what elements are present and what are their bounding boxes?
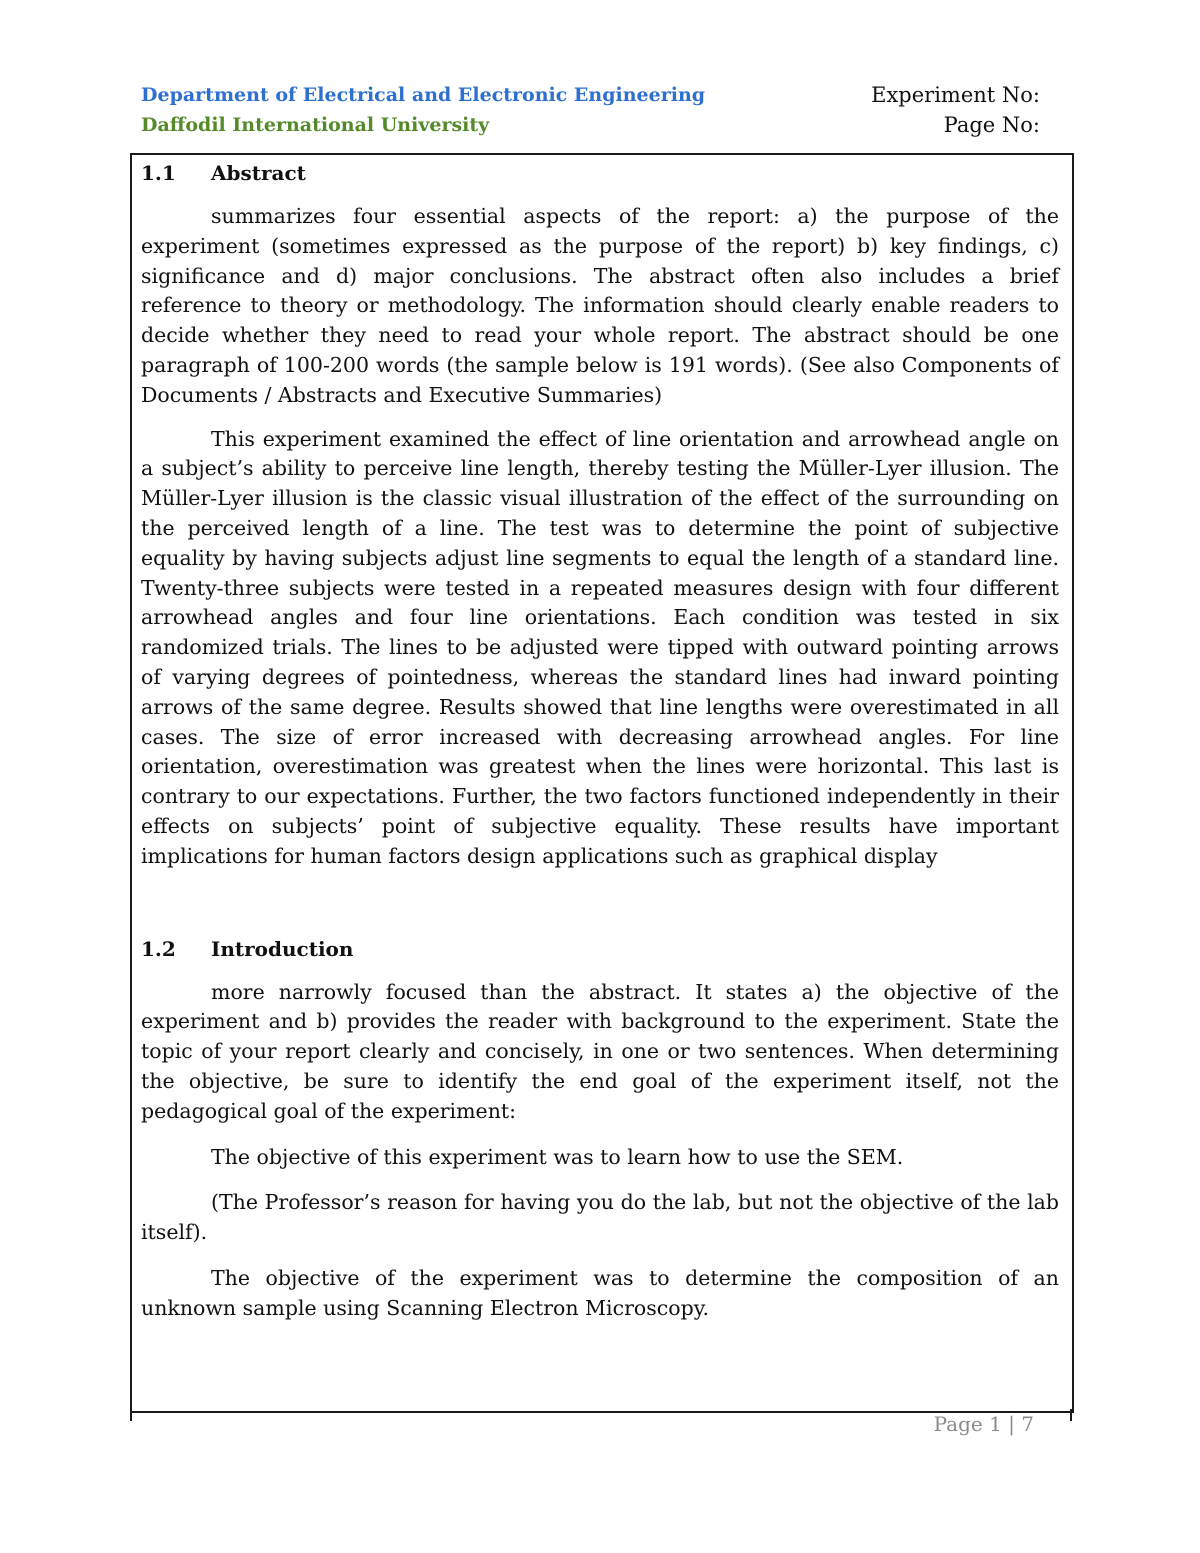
frame-tick-right — [1070, 1409, 1072, 1421]
document-header-left — [141, 80, 705, 140]
abstract-heading — [141, 158, 1059, 188]
document-body — [141, 158, 1059, 1324]
page-number: Page 1 | 7 — [933, 1412, 1034, 1436]
introduction-section-title: Introduction — [211, 936, 354, 961]
introduction-example-good: The objective of the experiment was to determine the composition of an unknown sample using Scanning Electron Microscopy. — [141, 1265, 1059, 1320]
experiment-no-label: Experiment No: — [871, 83, 1040, 107]
university-name: Daffodil International University — [141, 114, 490, 136]
introduction-heading — [141, 934, 1059, 964]
document-header-right — [871, 80, 1040, 140]
department-name: Department of Electrical and Electronic Engineering — [141, 84, 706, 106]
introduction-section-number: 1.2 — [141, 936, 176, 961]
abstract-sample-paragraph: This experiment examined the effect of line orientation and arrowhead angle on a subject’s ability to perceive line length, thereby testing the Müller-Lyer illusion. The Müller-Lyer illusion is the classic visual illustration of the effect of the surrounding on the perceived length of a line. The test was to determine the point of subjective equality by having subjects adjust line segments to equal the length of a standard line. Twenty-three subjects were tested in a repeated measures design with four different arrowhead angles and four line orientations. Each condition was tested in six randomized trials. The lines to be adjusted were tipped with outward pointing arrows of varying degrees of pointedness, whereas the standard lines had inward pointing arrows of the same degree. Results showed that line lengths were overestimated in all cases. The size of error increased with decreasing arrowhead angles. For line orientation, overestimation was greatest when the lines were horizontal. This last is contrary to our expectations. Further, the two factors functioned independently in their effects on subjects’ point of subjective equality. These results have important implications for human factors design applications such as graphical display — [141, 426, 1059, 868]
abstract-section-number: 1.1 — [141, 161, 176, 185]
introduction-example-bad: The objective of this experiment was to learn how to use the SEM. — [211, 1144, 904, 1169]
abstract-section-title: Abstract — [211, 161, 306, 185]
page-no-label: Page No: — [943, 113, 1040, 137]
introduction-paragraph: more narrowly focused than the abstract. It states a) the objective of the experiment and b) provides the reader with background to the experiment. State the topic of your report clearly and concisely, in one or two sentences. When determining the objective, be sure to identify the end goal of the experiment itself, not the pedagogical goal of the experiment: — [141, 979, 1059, 1123]
introduction-example-note: (The Professor’s reason for having you do the lab, but not the objective of the lab itself). — [141, 1190, 1059, 1245]
abstract-paragraph: summarizes four essential aspects of the report: a) the purpose of the experiment (sometimes expressed as the purpose of the report) b) key findings, c) significance and d) major conclusions. The abstract often also includes a brief reference to theory or methodology. The information should clearly enable readers to decide whether they need to read your whole report. The abstract should be one paragraph of 100-200 words (the sample below is 191 words). (See also Components of Documents / Abstracts and Executive Summaries) — [141, 204, 1059, 407]
frame-tick-left — [130, 1409, 132, 1421]
